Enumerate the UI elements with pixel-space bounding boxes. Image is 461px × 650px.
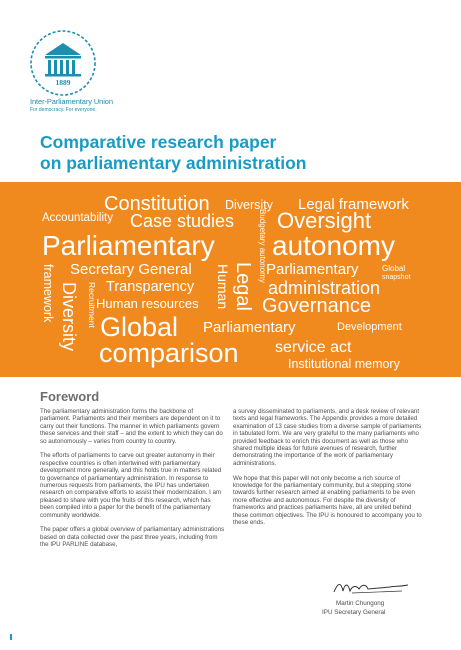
- cloud-word: snapshot: [382, 274, 411, 281]
- cloud-word: Budgetary autonomy: [258, 209, 267, 283]
- cloud-word: Parliamentary: [266, 261, 359, 278]
- cloud-word: Legal: [232, 262, 254, 311]
- logo-year: 1889: [55, 78, 71, 87]
- foreword-paragraph: The parliamentary administration forms the backbone of parliament. Parliaments and their members are dependent on it to carry out their functions. The manner in which parliaments govern these services and their staff – and the extent to which they can do so autonomously – varies from country to country.: [40, 408, 223, 445]
- cloud-word: Accountability: [42, 212, 113, 224]
- signatory-title: IPU Secretary General: [322, 609, 386, 616]
- foreword-column-right: [233, 408, 425, 534]
- cloud-word: Secretary General: [70, 261, 192, 278]
- ipu-emblem-icon: [28, 28, 98, 98]
- cloud-word: Diversity: [59, 282, 79, 352]
- title-line-2: on parliamentary administration: [40, 153, 307, 173]
- cloud-word: Diversity: [225, 198, 273, 212]
- foreword-paragraph: The paper offers a global overview of parliamentary administrations based on data collected over the past three years, including from the IPU PARLINE database,: [40, 526, 225, 549]
- cloud-word: Human: [215, 264, 231, 310]
- cloud-word: Development: [337, 321, 402, 333]
- cloud-word: Institutional memory: [288, 357, 400, 371]
- cloud-word: Parliamentary: [42, 230, 215, 261]
- cloud-word: Oversight: [277, 208, 372, 233]
- cloud-word: service act: [275, 339, 352, 356]
- cloud-word: administration: [268, 278, 381, 298]
- cloud-word: Transparency: [106, 279, 195, 295]
- cloud-word: Governance: [262, 295, 371, 317]
- foreword-paragraph: a survey disseminated to parliaments, and a desk review of relevant texts and legal frameworks. The Appendix provides a more detailed examination of 13 case studies from a diverse sample of parliaments in tabulated form. We are very grateful to the many parliaments who provided feedback to enrich this document as well as those who shared multiple ideas for future avenues of research, further demonstrating the importance of the work of parliamentary administrations.: [233, 408, 422, 467]
- foreword-paragraph: We hope that this paper will not only become a rich source of knowledge for the parliamentary community, but a stepping stone towards further research aimed at enabling parliaments to be even more effective and autonomous. For despite the diversity of frameworks and practices parliaments have, all are united behind these common objectives. The IPU is honoured to accompany you to these ends.: [233, 474, 422, 527]
- cloud-word: autonomy: [272, 230, 395, 261]
- cloud-word: Legal framework: [298, 196, 409, 213]
- org-name: Inter-Parliamentary Union: [30, 97, 113, 106]
- cloud-word: framework: [41, 264, 55, 323]
- cloud-word: Recruitment: [87, 282, 97, 328]
- cloud-word: Human resources: [96, 296, 199, 311]
- signatory-name: Martin Chungong: [336, 600, 385, 607]
- cloud-word: Constitution: [104, 193, 210, 215]
- signature-icon: [332, 578, 412, 598]
- cloud-word: Case studies: [130, 211, 235, 231]
- foreword-column-left: [40, 408, 225, 556]
- cloud-word: Global: [382, 264, 406, 273]
- title-line-1: Comparative research paper: [40, 132, 277, 152]
- foreword-heading: Foreword: [40, 389, 100, 404]
- word-cloud-banner: [0, 182, 461, 377]
- cloud-word: Global: [100, 312, 179, 342]
- org-tagline: For democracy. For everyone.: [30, 107, 97, 113]
- cloud-word: comparison: [99, 338, 239, 368]
- page-title: [40, 132, 440, 174]
- foreword-paragraph: The efforts of parliaments to carve out greater autonomy in their respective countries is often intertwined with parliamentary development more generally, and this holds true in matters related to governance of parliamentary administration. In response to numerous requests from parliaments, the IPU has undertaken research on comparative efforts to assist their modernization. I am pleased to share with you the fruits of this research, which has been compiled into a paper for the benefit of the parliamentary community worldwide.: [40, 452, 222, 519]
- cloud-word: Parliamentary: [203, 319, 296, 336]
- page-marker: [10, 634, 12, 640]
